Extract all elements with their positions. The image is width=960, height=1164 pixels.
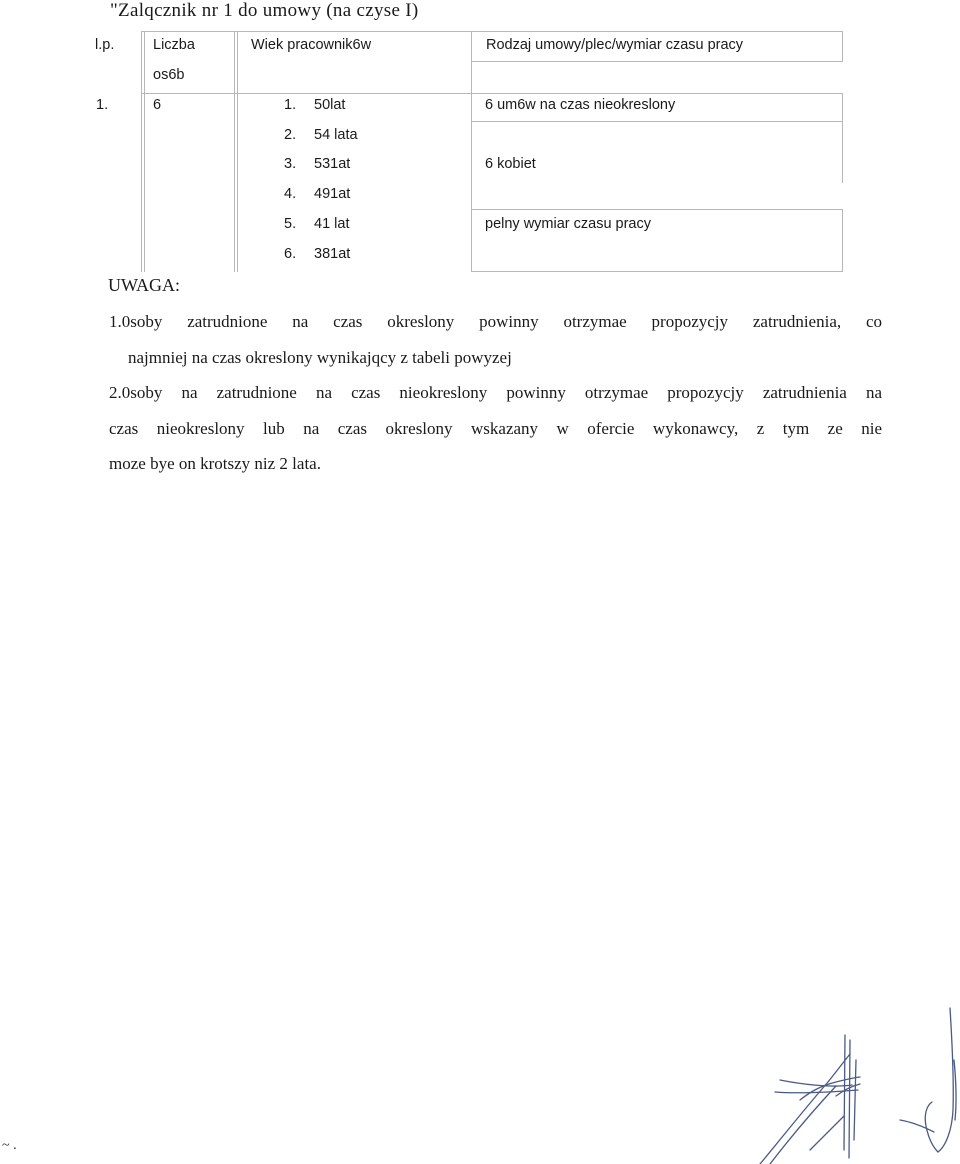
header-lp: l.p. [95,37,115,53]
table-rule [471,61,843,62]
table-rule [234,31,235,272]
table-rule [842,93,843,183]
age-number: 2. [284,127,297,143]
note-2-line: czas nieokreslony lub na czas okreslony wskazany w ofercie wykonawcy, z tym ze nie [109,419,882,438]
table-rule [141,93,843,94]
table-rule [237,31,238,272]
table-rule [842,31,843,61]
table-rule [471,121,843,122]
age-value: 491at [314,186,351,202]
contract-hours: pelny wymiar czasu pracy [485,216,651,232]
note-2-line: moze bye on krotszy niz 2 lata. [109,454,321,473]
table-rule [842,209,843,272]
age-value: 531at [314,156,351,172]
note-2-line: 2.0soby na zatrudnione na czas nieokreslony powinny otrzymae propozycjy zatrudnienia na [109,383,882,402]
age-number: 1. [284,97,297,113]
row-count: 6 [153,97,162,113]
handwritten-signature [740,1000,960,1164]
age-value: 54 lata [314,127,358,143]
employee-table [80,31,843,272]
table-rule [144,31,145,272]
header-age: Wiek pracownik6w [251,37,372,53]
contract-gender: 6 kobiet [485,156,536,172]
age-value: 41 lat [314,216,350,232]
corner-mark: ~ . [2,1138,17,1153]
table-rule [471,31,472,272]
note-1-line: 1.0soby zatrudnione na czas okreslony powinny otrzymae propozycjy zatrudnienia, co [109,312,882,331]
header-count: Liczba [153,37,195,53]
age-value: 381at [314,246,351,262]
age-number: 3. [284,156,297,172]
age-number: 4. [284,186,297,202]
age-number: 5. [284,216,297,232]
age-value: 50lat [314,97,346,113]
table-rule [471,209,843,210]
note-1-line: najmniej na czas okreslony wynikajqcy z tabeli powyzej [128,348,512,367]
contract-type: 6 um6w na czas nieokreslony [485,97,676,113]
note-label: UWAGA: [108,275,180,295]
row-lp: 1. [96,97,109,113]
header-contract: Rodzaj umowy/plec/wymiar czasu pracy [486,37,744,53]
age-number: 6. [284,246,297,262]
table-rule [471,271,843,272]
table-rule [141,31,843,32]
table-rule [141,31,142,272]
header-count-cont: os6b [153,67,185,83]
attachment-heading: "Zalqcznik nr 1 do umowy (na czyse I) [110,0,419,21]
